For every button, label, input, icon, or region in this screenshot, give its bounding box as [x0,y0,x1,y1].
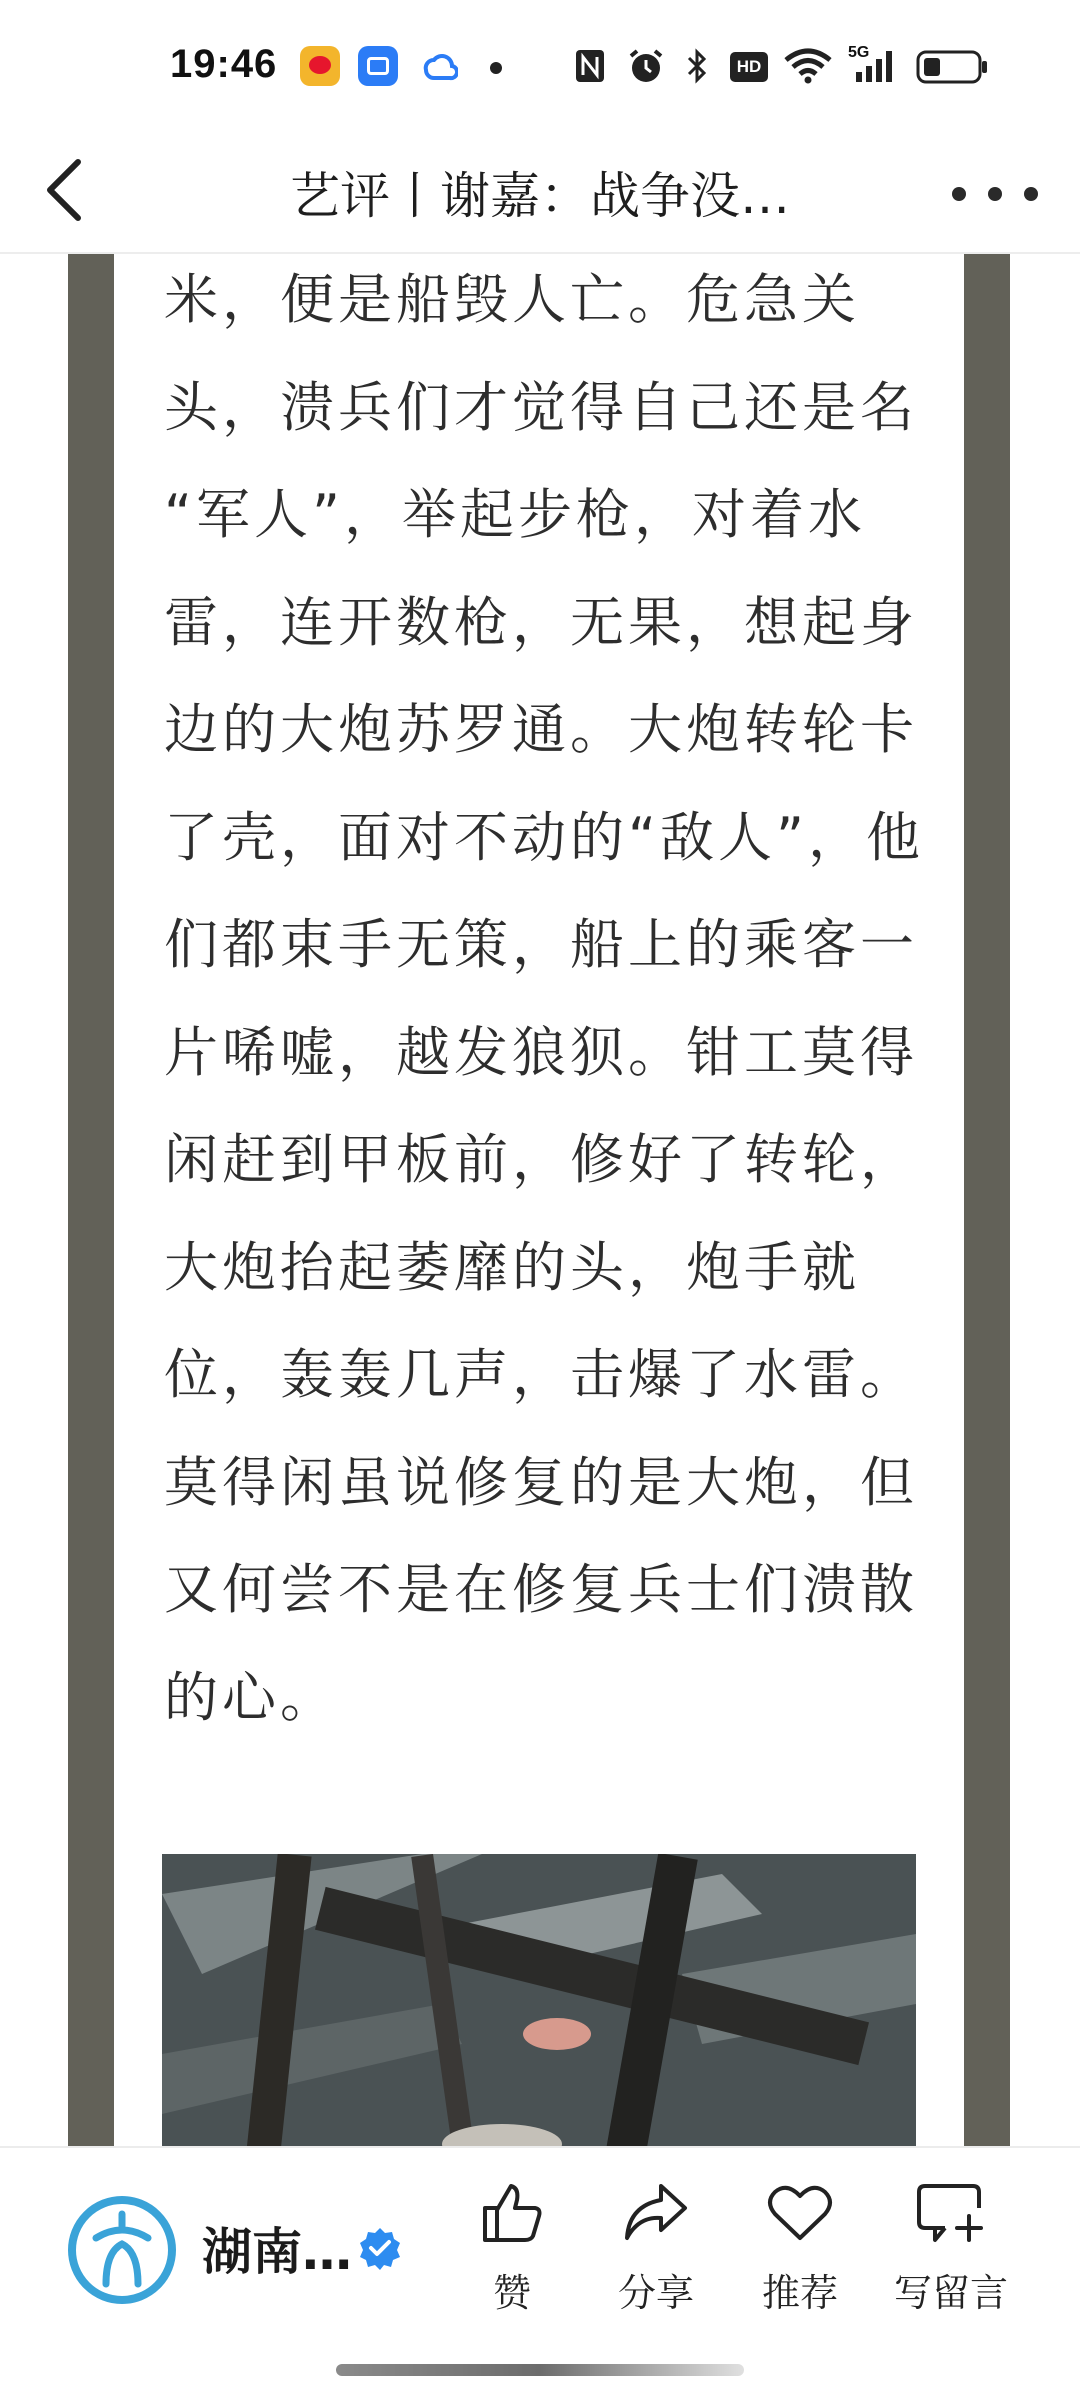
film-still-image [162,1854,916,2146]
share-button[interactable] [586,2178,726,2348]
thumbs-up-icon [477,2178,547,2248]
recommend-button[interactable] [730,2178,870,2348]
page-title: 艺评丨谢嘉：战争没… [290,167,790,225]
share-arrow-icon [621,2178,691,2248]
verified-badge-icon [358,2226,402,2270]
bluetooth-icon [682,48,712,84]
more-dot-icon [952,187,966,201]
status-bar [0,0,1080,130]
article-line: 头，溃兵们才觉得自己还是名 [164,375,918,439]
article-frame-left [68,254,114,2146]
article-line: 边的大炮苏罗通。大炮转轮卡 [164,698,918,761]
article-image[interactable] [162,1854,916,2146]
article-line: 米，便是船毁人亡。危急关 [164,268,860,331]
battery-icon [916,50,988,84]
article-line: 雷，连开数枪，无果，想起身 [164,590,918,654]
more-options-button[interactable] [940,160,1050,220]
wifi-icon [782,48,834,84]
account-name[interactable]: 湖南… [202,2223,352,2281]
more-dot-icon [1024,187,1038,201]
bottom-action-bar [0,2146,1080,2400]
article-line: 了壳，面对不动的“敌人”，他 [164,805,924,869]
account-logo-icon[interactable] [66,2194,178,2306]
home-indicator[interactable] [336,2364,744,2376]
comment-label: 写留言 [893,2271,1008,2315]
title-bar [0,130,1080,254]
chevron-left-icon [30,150,110,230]
article-paragraph [164,254,924,1751]
like-button[interactable] [442,2178,582,2348]
heart-icon [765,2178,835,2248]
recommend-label: 推荐 [761,2271,838,2315]
article-line: 闲赶到甲板前，修好了转轮， [164,1128,918,1191]
status-time: 19:46 [170,42,278,86]
article-line: 位，轰轰几声，击爆了水雷。 [164,1343,918,1406]
signal-icon [846,48,902,84]
article-content[interactable] [0,254,1080,2146]
like-label: 赞 [492,2271,531,2315]
article-line: “军人”，举起步枪，对着水 [164,483,866,546]
article-line: 们都束手无策，船上的乘客一 [164,913,918,976]
article-line: 莫得闲虽说修复的是大炮，但 [164,1450,918,1514]
weibo-icon [300,46,340,86]
alarm-icon [626,48,666,84]
write-comment-button[interactable] [876,2178,1026,2348]
more-dot-icon [988,187,1002,201]
hd-icon: HD [730,52,768,82]
article-line: 的心。 [164,1665,338,1729]
article-line: 大炮抬起萎靡的头，炮手就 [164,1235,860,1299]
article-line: 又何尝不是在修复兵士们溃散 [164,1558,918,1621]
dot-icon [490,62,502,74]
comment-add-icon [915,2178,987,2248]
back-button[interactable] [30,150,110,230]
network-type: 5G [848,44,870,61]
cloud-icon [418,46,458,86]
nfc-icon [574,48,606,84]
article-frame-right [964,254,1010,2146]
share-label: 分享 [617,2271,694,2315]
article-line: 片唏嘘，越发狼狈。钳工莫得 [164,1020,918,1084]
app-icon [358,46,398,86]
